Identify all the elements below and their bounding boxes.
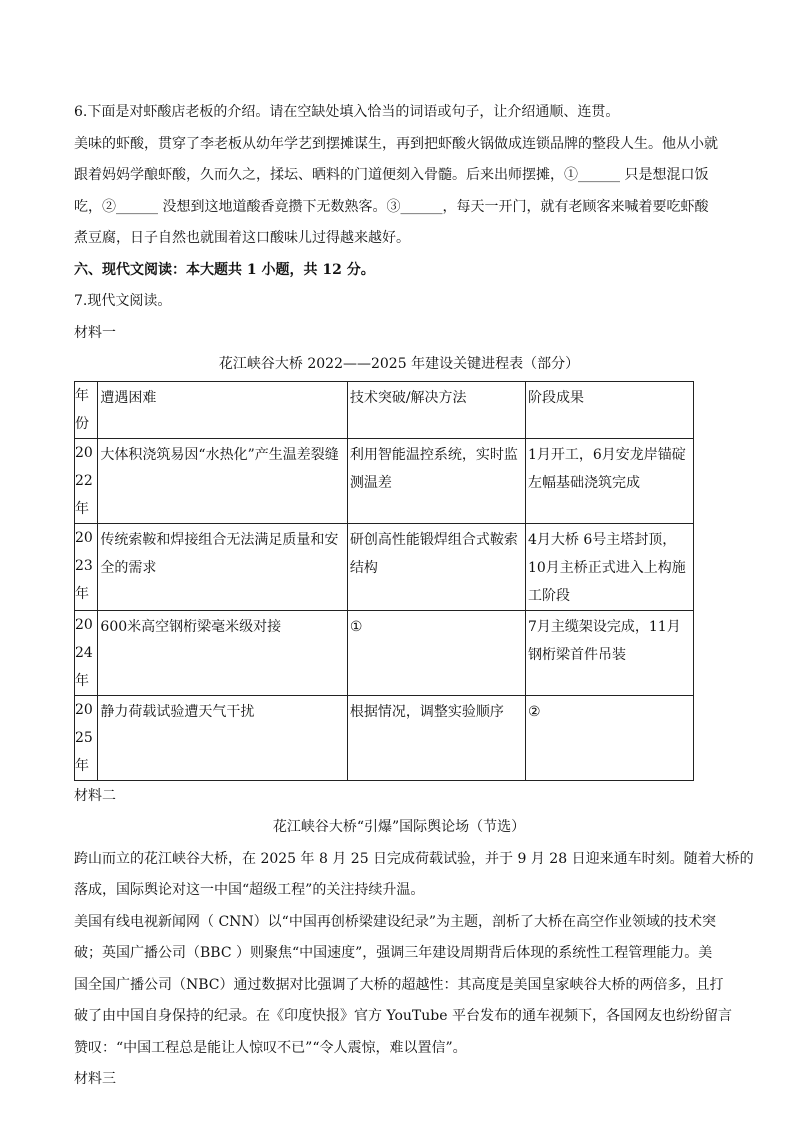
table-row (75, 438, 694, 523)
article-line: 美国有线电视新闻网（ CNN）以“中国再创桥梁建设纪录”为主题，剖析了大桥在高空作业领域的技术突 (74, 913, 716, 930)
table-cell-solution: 根据情况，调整实验顺序 (347, 695, 525, 780)
table-header-cell: 年份 (75, 381, 98, 438)
table-title: 花江峡谷大桥 2022——2025 年建设关键进程表（部分） (218, 356, 580, 372)
question-6-paragraph-line: 吃，②______ 没想到这地道酸香竟攒下无数熟客。③______，每天一开门，就有老顾客来喊着要吃虾酸 (74, 198, 709, 215)
table-header-row (75, 381, 694, 438)
question-6-title: 6.下面是对虾酸店老板的介绍。请在空缺处填入恰当的词语或句子，让介绍通顺、连贯。 (74, 104, 620, 120)
table-cell-difficulty: 静力荷载试验遭天气干扰 (98, 695, 347, 780)
table-cell-difficulty: 600米高空钢桁梁毫米级对接 (98, 610, 347, 695)
question-6-paragraph-line: 美味的虾酸，贯穿了李老板从幼年学艺到摆摊谋生，再到把虾酸火锅做成连锁品牌的整段人生。他从小就 (74, 135, 718, 152)
table-cell-difficulty: 大体积浇筑易因“水热化”产生温差裂缝 (98, 438, 347, 523)
material-1-label: 材料一 (74, 324, 116, 341)
section-heading: 六、现代文阅读：本大题共 1 小题，共 12 分。 (74, 261, 375, 278)
article-line: 跨山而立的花江峡谷大桥，在 2025 年 8 月 25 日完成荷载试验，并于 9 月 28 日迎来通车时刻。随着大桥的 (74, 850, 754, 867)
question-6-paragraph-line: 煮豆腐，日子自然也就围着这口酸味儿过得越来越好。 (74, 230, 410, 246)
table-cell-year: 2024年 (75, 610, 98, 695)
article-line: 赞叹：“中国工程总是能让人惊叹不已”“令人震惊，难以置信”。 (74, 1039, 467, 1056)
table-row (75, 695, 694, 780)
article-line: 落成，国际舆论对这一中国“超级工程”的关注持续升温。 (74, 882, 425, 898)
table-row (75, 610, 694, 695)
table-cell-difficulty: 传统索鞍和焊接组合无法满足质量和安全的需求 (98, 523, 347, 610)
article-title: 花江峡谷大桥“引爆”国际舆论场（节选） (272, 819, 526, 835)
construction-progress-table (74, 381, 694, 781)
table-cell-result: 1月开工，6月安龙岸锚碇左幅基础浇筑完成 (525, 438, 693, 523)
table-header-cell: 阶段成果 (525, 381, 693, 438)
material-3-label: 材料三 (74, 1071, 116, 1087)
document-content (74, 97, 754, 1096)
table-cell-year: 2025年 (75, 695, 98, 780)
table-cell-solution: ① (347, 610, 525, 695)
table-header-cell: 技术突破/解决方法 (347, 381, 525, 438)
table-cell-solution: 利用智能温控系统，实时监测温差 (347, 438, 525, 523)
table-cell-solution: 研创高性能锻焊组合式鞍索结构 (347, 523, 525, 610)
article-line: 破；英国广播公司（BBC ）则聚焦“中国速度”，强调三年建设周期背后体现的系统性工程管理能力。美 (74, 945, 713, 961)
material-2-label: 材料二 (74, 787, 116, 804)
table-row (75, 523, 694, 610)
table-cell-year: 2022年 (75, 438, 98, 523)
article-line: 破了由中国自身保持的纪录。在《印度快报》官方 YouTube 平台发布的通车视频下，各国网友也纷纷留言 (74, 1008, 732, 1024)
table-cell-year: 2023年 (75, 523, 98, 610)
article-line: 国全国广播公司（NBC）通过数据对比强调了大桥的超越性：其高度是美国皇家峡谷大桥的两倍多，且打 (74, 976, 724, 993)
table-cell-result: ② (525, 695, 693, 780)
table-cell-result: 4月大桥 6号主塔封顶，10月主桥正式进入上构施工阶段 (525, 523, 693, 610)
table-header-cell: 遭遇困难 (98, 381, 347, 438)
table-cell-result: 7月主缆架设完成，11月钢桁梁首件吊装 (525, 610, 693, 695)
question-7-title: 7.现代文阅读。 (74, 293, 172, 309)
question-6-paragraph-line: 跟着妈妈学酿虾酸，久而久之，揉坛、晒料的门道便刻入骨髓。后来出师摆摊，①______ 只是想混口饭 (74, 167, 709, 183)
